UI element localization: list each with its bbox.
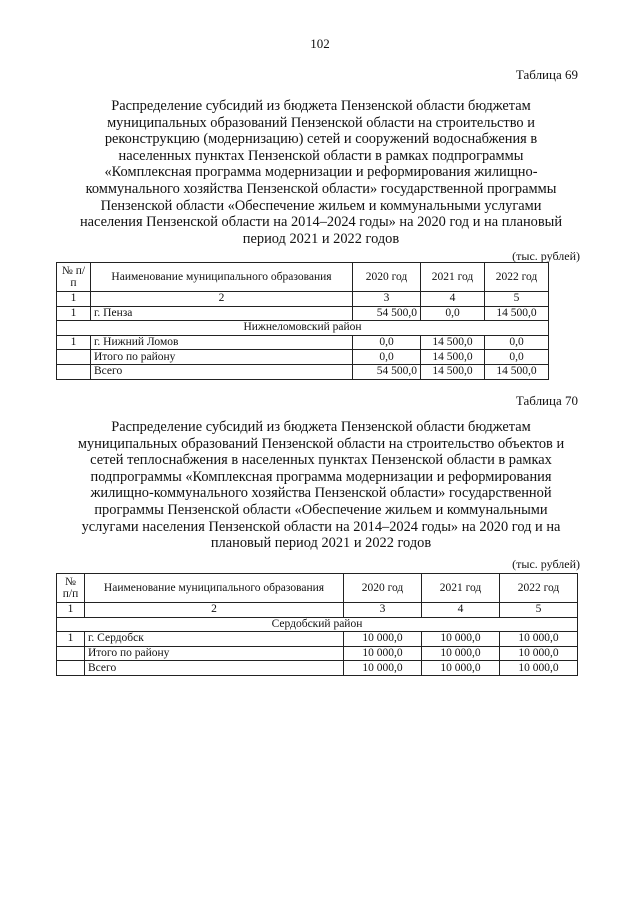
row-2021: 0,0 (421, 306, 485, 321)
title-line: жилищно-коммунального хозяйства Пензенской области» государственной (90, 485, 552, 502)
row-2022: 0,0 (485, 350, 549, 365)
row-2020: 0,0 (353, 335, 421, 350)
table-70-label: Таблица 70 (515, 393, 578, 408)
header-2021: 2021 год (422, 574, 500, 603)
colnum-cell: 4 (421, 292, 485, 307)
row-name: Всего (85, 661, 344, 676)
colnum-cell: 4 (422, 603, 500, 618)
row-num-empty (57, 646, 85, 661)
row-2022: 10 000,0 (500, 661, 578, 676)
colnum-cell: 1 (57, 292, 91, 307)
title-line: плановый период 2021 и 2022 годов (210, 535, 432, 552)
header-num: № п/п (57, 574, 85, 603)
header-num: № п/п (57, 263, 91, 292)
row-2022: 14 500,0 (485, 306, 549, 321)
title-line: сетей теплоснабжения в населенных пунктах Пензенской области в рамках (90, 452, 552, 469)
row-name: Итого по району (91, 350, 353, 365)
header-name: Наименование муниципального образования (85, 574, 344, 603)
row-2022: 14 500,0 (485, 364, 549, 379)
row-name: Всего (91, 364, 353, 379)
grand-total-row (57, 661, 578, 676)
row-name: Итого по району (85, 646, 344, 661)
title-line: Распределение субсидий из бюджета Пензенской области бюджетам (111, 98, 531, 114)
row-num: 1 (57, 335, 91, 350)
header-2021: 2021 год (421, 263, 485, 292)
header-2022: 2022 год (500, 574, 578, 603)
row-2021: 14 500,0 (421, 350, 485, 365)
row-2020: 10 000,0 (344, 646, 422, 661)
row-num: 1 (57, 306, 91, 321)
district-name: Сердобский район (57, 617, 578, 632)
row-2020: 0,0 (353, 350, 421, 365)
row-2022: 0,0 (485, 335, 549, 350)
table-70-units: (тыс. рублей) (512, 557, 580, 571)
row-2021: 14 500,0 (421, 364, 485, 379)
row-2020: 10 000,0 (344, 632, 422, 647)
colnum-cell: 3 (344, 603, 422, 618)
title-line: населенных пунктах Пензенской области в рамках подпрограммы (118, 147, 524, 164)
row-name: г. Пенза (91, 306, 353, 321)
table-row (57, 306, 549, 321)
title-line: муниципальных образований Пензенской области на строительство объектов и (77, 435, 565, 452)
title-line: услугами населения Пензенской области на 2014–2024 годы» на 2020 год и на (81, 518, 561, 535)
table-70-title (56, 419, 586, 552)
table-header-row (57, 574, 578, 603)
row-2022: 10 000,0 (500, 632, 578, 647)
row-2021: 14 500,0 (421, 335, 485, 350)
row-2022: 10 000,0 (500, 646, 578, 661)
district-name: Нижнеломовский район (57, 321, 549, 336)
header-2020: 2020 год (344, 574, 422, 603)
colnum-cell: 2 (91, 292, 353, 307)
colnum-cell: 1 (57, 603, 85, 618)
title-line: «Комплексная программа модернизации и реформирования жилищно- (104, 164, 538, 181)
title-line: реконструкцию (модернизацию) сетей и сооружений водоснабжения в (104, 131, 538, 148)
table-69 (56, 262, 549, 380)
table-69-label: Таблица 69 (515, 67, 578, 82)
row-num-empty (57, 661, 85, 676)
row-2020: 54 500,0 (353, 364, 421, 379)
header-2022: 2022 год (485, 263, 549, 292)
table-70 (56, 573, 578, 676)
header-2020: 2020 год (353, 263, 421, 292)
title-line: коммунального хозяйства Пензенской области» государственной программы (85, 180, 557, 197)
district-row (57, 321, 549, 336)
title-line: программы Пензенской области «Обеспечение жильем и коммунальными (94, 501, 548, 518)
row-name: г. Нижний Ломов (91, 335, 353, 350)
title-line: подпрограммы «Комплексная программа модернизации и реформирования (90, 468, 552, 485)
table-row (57, 632, 578, 647)
district-row (57, 617, 578, 632)
colnum-cell: 3 (353, 292, 421, 307)
row-2021: 10 000,0 (422, 661, 500, 676)
colnum-cell: 2 (85, 603, 344, 618)
title-line: муниципальных образований Пензенской области на строительство и (107, 114, 535, 131)
title-line: Пензенской области «Обеспечение жильем и коммунальными услугами (100, 197, 542, 214)
colnum-cell: 5 (485, 292, 549, 307)
row-num: 1 (57, 632, 85, 647)
column-number-row (57, 603, 578, 618)
table-69-title (56, 98, 586, 247)
district-total-row (57, 350, 549, 365)
row-name: г. Сердобск (85, 632, 344, 647)
column-number-row (57, 292, 549, 307)
row-2020: 54 500,0 (353, 306, 421, 321)
row-2020: 10 000,0 (344, 661, 422, 676)
row-num-empty (57, 364, 91, 379)
page-number: 102 (310, 36, 330, 51)
table-69-units: (тыс. рублей) (512, 249, 580, 263)
table-header-row (57, 263, 549, 292)
header-name: Наименование муниципального образования (91, 263, 353, 292)
row-2021: 10 000,0 (422, 646, 500, 661)
row-num-empty (57, 350, 91, 365)
colnum-cell: 5 (500, 603, 578, 618)
grand-total-row (57, 364, 549, 379)
title-line: Распределение субсидий из бюджета Пензенской области бюджетам (111, 419, 531, 435)
table-row (57, 335, 549, 350)
title-line: период 2021 и 2022 годов (242, 230, 400, 247)
district-total-row (57, 646, 578, 661)
row-2021: 10 000,0 (422, 632, 500, 647)
title-line: населения Пензенской области на 2014–2024 годы» на 2020 год и на плановый (79, 214, 563, 231)
